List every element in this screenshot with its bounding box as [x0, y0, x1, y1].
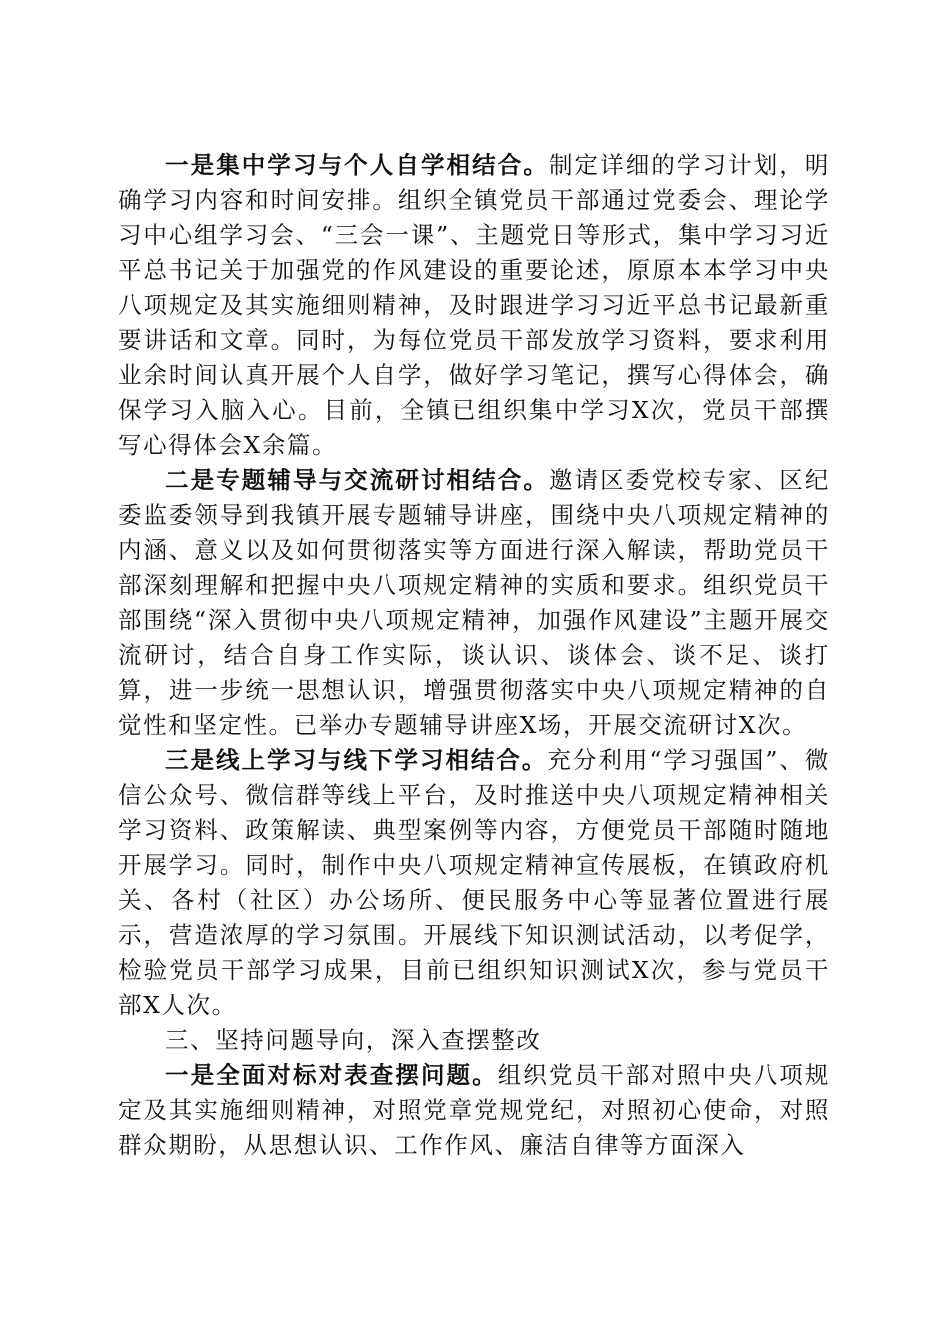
paragraph-online-offline [118, 743, 830, 1023]
paragraph-lead: 一是集中学习与个人自学相结合。 [165, 151, 549, 179]
paragraph-lead: 一是全面对标对表查摆问题。 [165, 1061, 498, 1089]
paragraph-body: 邀请区委党校专家、区纪委监委领导到我镇开展专题辅导讲座，围绕中央八项规定精神的内涵、意义以及如何贯彻落实等方面进行深入解读，帮助党员干部深刻理解和把握中央八项规定精神的实质和要求。组织党员干部围绕“深入贯彻中央八项规定精神，加强作风建设”主题开展交流研讨，结合自身工作实际，谈认识、谈体会、谈不足、谈打算，进一步统一思想认识，增强贯彻落实中央八项规定精神的自觉性和坚定性。已举办专题辅导讲座X场，开展交流研讨X次。 [118, 466, 830, 739]
paragraph-body: 充分利用“学习强国”、微信公众号、微信群等线上平台，及时推送中央八项规定精神相关学习资料、政策解读、典型案例等内容，方便党员干部随时随地开展学习。同时，制作中央八项规定精神宣传展板，在镇政府机关、各村（社区）办公场所、便民服务中心等显著位置进行展示，营造浓厚的学习氛围。开展线下知识测试活动，以考促学，检验党员干部学习成果，目前已组织知识测试X次，参与党员干部X人次。 [118, 746, 830, 1019]
paragraph-centralized-study [118, 148, 830, 463]
paragraph-lead: 三是线上学习与线下学习相结合。 [165, 746, 548, 774]
paragraph-lead: 二是专题辅导与交流研讨相结合。 [165, 466, 549, 494]
paragraph-problem-check [118, 1058, 830, 1163]
section-heading: 三、坚持问题导向，深入查摆整改 [165, 1026, 542, 1054]
paragraph-special-tutoring [118, 463, 830, 743]
paragraph-body: 制定详细的学习计划，明确学习内容和时间安排。组织全镇党员干部通过党委会、理论学习中心组学习会、“三会一课”、主题党日等形式，集中学习习近平总书记关于加强党的作风建设的重要论述，原原本本学习中央八项规定及其实施细则精神，及时跟进学习习近平总书记最新重要讲话和文章。同时，为每位党员干部发放学习资料，要求利用业余时间认真开展个人自学，做好学习笔记，撰写心得体会，确保学习入脑入心。目前，全镇已组织集中学习X次，党员干部撰写心得体会X余篇。 [118, 151, 830, 459]
paragraph-body: 组织党员干部对照中央八项规定及其实施细则精神，对照党章党规党纪，对照初心使命，对照群众期盼，从思想认识、工作作风、廉洁自律等方面深入 [118, 1061, 830, 1159]
document-page [118, 148, 830, 1163]
